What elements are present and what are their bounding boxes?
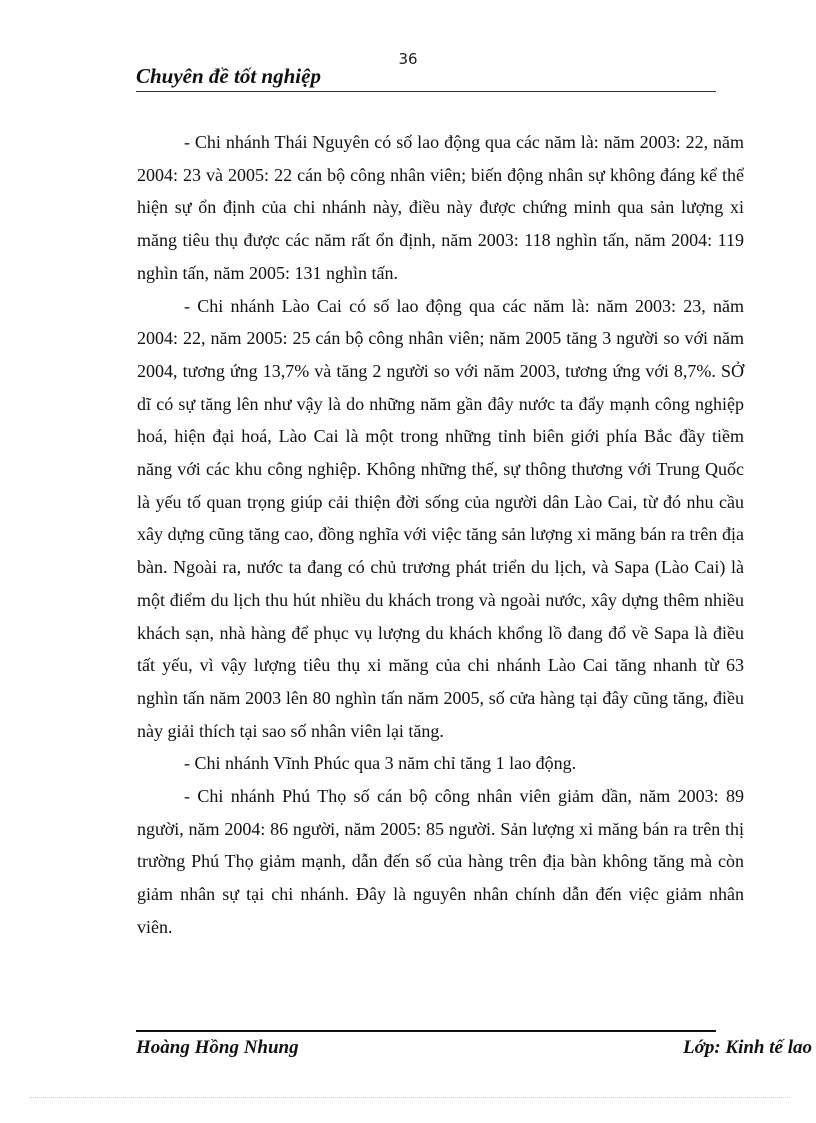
footer-class: Lớp: Kinh tế lao [683,1037,812,1058]
paragraph-vinh-phuc: - Chi nhánh Vĩnh Phúc qua 3 năm chỉ tăng 1 lao động. [184,753,577,774]
document-body [137,126,744,944]
paragraph-lao-cai: - Chi nhánh Lào Cai có số lao động qua các năm là: năm 2003: 23, năm 2004: 22, năm 2005: 25 cán bộ công nhân viên; năm 2005 tăng 3 người so với năm 2004, tương ứng 13,7% và tăng 2 người so với năm 2003, tương ứng với 8,7%. SỞ dĩ có sự tăng lên như vậy là do những năm gần đây nước ta đẩy mạnh công nghiệp hoá, hiện đại hoá, Lào Cai là một trong những tỉnh biên giới phía Bắc đầy tiềm năng với các khu công nghiệp. Không những thế, sự thông thương với Trung Quốc là yếu tố quan trọng giúp cải thiện đời sống của người dân Lào Cai, từ đó nhu cầu xây dựng cũng tăng cao, đồng nghĩa với việc tăng sản lượng xi măng bán ra trên địa bàn. Ngoài ra, nước ta đang có chủ trương phát triển du lịch, và Sapa (Lào Cai) là một điểm du lịch thu hút nhiều du khách trong và ngoài nước, xây dựng thêm nhiều khách sạn, nhà hàng để phục vụ lượng du khách khổng lồ đang đổ về Sapa là điều tất yếu, vì vậy lượng tiêu thụ xi măng của chi nhánh Lào Cai tăng nhanh từ 63 nghìn tấn năm 2003 lên 80 nghìn tấn năm 2005, số cửa hàng tại đây cũng tăng, điều này giải thích tại sao số nhân viên lại tăng. [137,295,744,741]
page-number: 36 [398,50,418,68]
footer-author: Hoàng Hồng Nhung [136,1037,299,1058]
header-divider [136,91,716,92]
paragraph-phu-tho: - Chi nhánh Phú Thọ số cán bộ công nhân viên giảm dần, năm 2003: 89 người, năm 2004: 86 người, năm 2005: 85 người. Sản lượng xi măng bán ra trên thị trường Phú Thọ giảm mạnh, dẫn đến số của hàng trên địa bàn không tăng mà còn giảm nhân sự tại chi nhánh. Đây là nguyên nhân chính dẫn đến việc giảm nhân viên. [137,786,744,937]
page-bottom-border [30,1097,790,1098]
paragraph-thai-nguyen: - Chi nhánh Thái Nguyên có số lao động qua các năm là: năm 2003: 22, năm 2004: 23 và 2005: 22 cán bộ công nhân viên; biến động nhân sự không đáng kể thể hiện sự ổn định của chi nhánh này, điều này được chứng minh qua sản lượng xi măng tiêu thụ được các năm rất ổn định, năm 2003: 118 nghìn tấn, năm 2004: 119 nghìn tấn, năm 2005: 131 nghìn tấn. [137,132,744,283]
header-title: Chuyên đề tốt nghiệp [136,64,321,88]
footer-divider [136,1030,716,1032]
